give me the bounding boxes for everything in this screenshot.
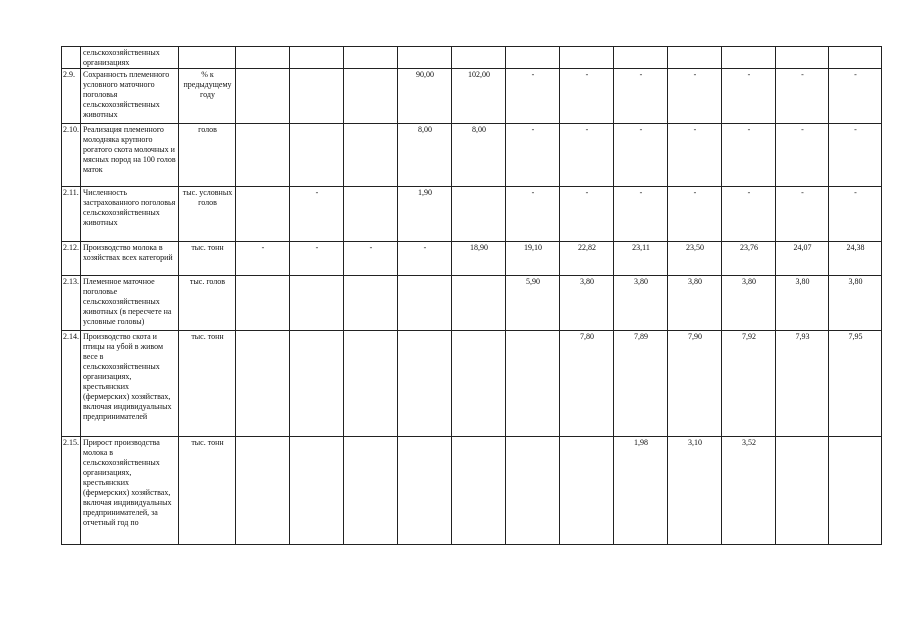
value-cell: 7,80: [560, 331, 614, 437]
value-cell: [236, 47, 290, 69]
value-cell: -: [722, 187, 776, 242]
value-cell: -: [829, 124, 882, 187]
table-row: [62, 331, 882, 437]
value-cell: -: [290, 242, 344, 276]
value-cell: 8,00: [398, 124, 452, 187]
value-cell: [506, 47, 560, 69]
unit-of-measure: тыс. условных голов: [179, 187, 236, 242]
indicator-name: Реализация племенного молодняка крупного рогатого скота молочных и мясных пород на 100 голов маток: [81, 124, 179, 187]
value-cell: 24,07: [776, 242, 829, 276]
value-cell: -: [614, 124, 668, 187]
value-cell: 7,92: [722, 331, 776, 437]
indicator-name: Численность застрахованного поголовья сельскохозяйственных животных: [81, 187, 179, 242]
value-cell: 3,80: [829, 276, 882, 331]
value-cell: -: [776, 124, 829, 187]
row-number: 2.11.: [62, 187, 81, 242]
value-cell: [668, 47, 722, 69]
value-cell: 7,89: [614, 331, 668, 437]
value-cell: [236, 124, 290, 187]
value-cell: [614, 47, 668, 69]
row-number: 2.10.: [62, 124, 81, 187]
row-number: 2.14.: [62, 331, 81, 437]
value-cell: 3,10: [668, 437, 722, 545]
table-row: [62, 437, 882, 545]
value-cell: [506, 437, 560, 545]
value-cell: 1,98: [614, 437, 668, 545]
value-cell: [236, 437, 290, 545]
value-cell: [290, 124, 344, 187]
value-cell: [776, 47, 829, 69]
value-cell: -: [668, 124, 722, 187]
value-cell: [344, 331, 398, 437]
value-cell: [290, 47, 344, 69]
indicator-name: Производство скота и птицы на убой в живом весе в сельскохозяйственных организациях, крестьянских (фермерских) хозяйствах, включая индивидуальных предпринимателей: [81, 331, 179, 437]
value-cell: 18,90: [452, 242, 506, 276]
value-cell: -: [668, 187, 722, 242]
value-cell: -: [344, 242, 398, 276]
value-cell: 24,38: [829, 242, 882, 276]
value-cell: -: [614, 187, 668, 242]
value-cell: 8,00: [452, 124, 506, 187]
value-cell: 23,11: [614, 242, 668, 276]
value-cell: [452, 437, 506, 545]
value-cell: 3,52: [722, 437, 776, 545]
indicator-name: Прирост производства молока в сельскохозяйственных организациях, крестьянских (фермерских) хозяйствах, включая индивидуальных предпринимателей, за отчетный год по: [81, 437, 179, 545]
value-cell: [452, 187, 506, 242]
indicator-name: Сохранность племенного условного маточного поголовья сельскохозяйственных животных: [81, 69, 179, 124]
value-cell: [452, 331, 506, 437]
value-cell: [290, 276, 344, 331]
unit-of-measure: тыс. тонн: [179, 242, 236, 276]
value-cell: 19,10: [506, 242, 560, 276]
value-cell: [290, 331, 344, 437]
value-cell: 3,80: [614, 276, 668, 331]
value-cell: 102,00: [452, 69, 506, 124]
value-cell: [776, 437, 829, 545]
row-number: 2.9.: [62, 69, 81, 124]
value-cell: [829, 437, 882, 545]
value-cell: 23,76: [722, 242, 776, 276]
row-number: 2.12.: [62, 242, 81, 276]
table-row: [62, 47, 882, 69]
unit-of-measure: тыс. тонн: [179, 331, 236, 437]
value-cell: 3,80: [560, 276, 614, 331]
value-cell: [236, 187, 290, 242]
value-cell: [344, 47, 398, 69]
row-number: 2.13.: [62, 276, 81, 331]
value-cell: [344, 187, 398, 242]
value-cell: -: [614, 69, 668, 124]
value-cell: -: [722, 69, 776, 124]
row-number: 2.15.: [62, 437, 81, 545]
value-cell: -: [722, 124, 776, 187]
value-cell: -: [668, 69, 722, 124]
table-row: [62, 187, 882, 242]
value-cell: -: [506, 69, 560, 124]
value-cell: -: [560, 69, 614, 124]
value-cell: [452, 276, 506, 331]
value-cell: 5,90: [506, 276, 560, 331]
value-cell: [722, 47, 776, 69]
unit-of-measure: % к предыдущему году: [179, 69, 236, 124]
value-cell: 3,80: [776, 276, 829, 331]
value-cell: -: [506, 187, 560, 242]
value-cell: 22,82: [560, 242, 614, 276]
value-cell: [398, 331, 452, 437]
unit-of-measure: тыс. голов: [179, 276, 236, 331]
value-cell: -: [776, 69, 829, 124]
value-cell: [290, 69, 344, 124]
value-cell: [398, 47, 452, 69]
value-cell: 7,93: [776, 331, 829, 437]
value-cell: -: [290, 187, 344, 242]
value-cell: [344, 276, 398, 331]
value-cell: [236, 331, 290, 437]
indicators-table: [61, 46, 882, 545]
value-cell: -: [506, 124, 560, 187]
value-cell: -: [560, 124, 614, 187]
value-cell: [452, 47, 506, 69]
unit-of-measure: тыс. тонн: [179, 437, 236, 545]
value-cell: [236, 69, 290, 124]
value-cell: [506, 331, 560, 437]
value-cell: 1,90: [398, 187, 452, 242]
value-cell: [560, 47, 614, 69]
value-cell: 23,50: [668, 242, 722, 276]
indicator-name: Производство молока в хозяйствах всех категорий: [81, 242, 179, 276]
value-cell: [290, 437, 344, 545]
value-cell: 3,80: [722, 276, 776, 331]
value-cell: [560, 437, 614, 545]
value-cell: [236, 276, 290, 331]
value-cell: [398, 437, 452, 545]
table-row: [62, 242, 882, 276]
value-cell: -: [829, 187, 882, 242]
value-cell: [344, 69, 398, 124]
table-row: [62, 276, 882, 331]
value-cell: 90,00: [398, 69, 452, 124]
value-cell: -: [236, 242, 290, 276]
value-cell: -: [398, 242, 452, 276]
table-row: [62, 124, 882, 187]
row-number: [62, 47, 81, 69]
value-cell: [344, 437, 398, 545]
value-cell: 3,80: [668, 276, 722, 331]
value-cell: -: [560, 187, 614, 242]
value-cell: [344, 124, 398, 187]
indicator-name: сельскохозяйственных организациях: [81, 47, 179, 69]
indicator-name: Племенное маточное поголовье сельскохозяйственных животных (в пересчете на условные головы): [81, 276, 179, 331]
value-cell: 7,95: [829, 331, 882, 437]
value-cell: [829, 47, 882, 69]
value-cell: 7,90: [668, 331, 722, 437]
value-cell: -: [776, 187, 829, 242]
table-row: [62, 69, 882, 124]
unit-of-measure: [179, 47, 236, 69]
value-cell: -: [829, 69, 882, 124]
unit-of-measure: голов: [179, 124, 236, 187]
value-cell: [398, 276, 452, 331]
